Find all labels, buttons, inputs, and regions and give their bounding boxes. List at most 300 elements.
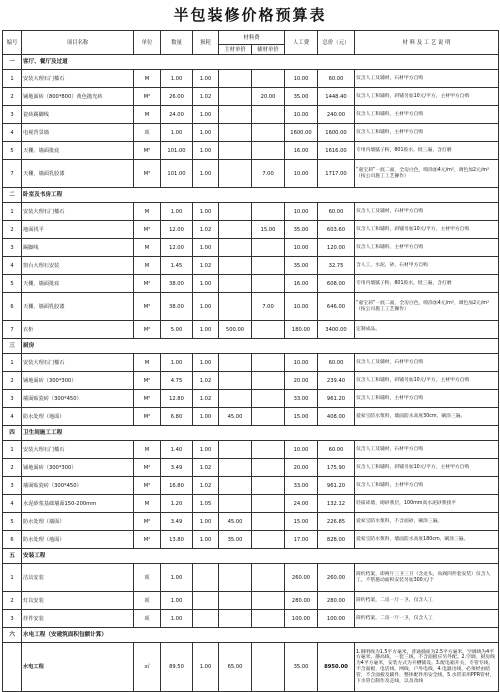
row-index: 1 <box>3 354 22 372</box>
row-description: 专用内墙腻子粉，801胶水，批三遍，含打磨 <box>355 142 499 160</box>
row-description: 仅含人工和辅料，主材甲方自购 <box>355 390 499 408</box>
row-quantity: 5.00 <box>161 321 193 339</box>
row-description: 仅含人工及辅材，石材甲方自购 <box>355 354 499 372</box>
row-index: 4 <box>3 257 22 275</box>
budget-table-body <box>3 55 499 692</box>
row-main-price: 500.00 <box>219 321 252 339</box>
table-row <box>3 390 499 408</box>
row-loss: 1.00 <box>193 513 219 531</box>
row-aux-price <box>252 275 285 293</box>
row-labor: 10.00 <box>285 70 318 88</box>
row-item-name: 电视背景墙 <box>22 124 134 142</box>
row-item-name: 铺地面砖（300*300） <box>22 459 134 477</box>
row-main-price <box>219 239 252 257</box>
row-total: 132.12 <box>318 495 355 513</box>
row-main-price <box>219 354 252 372</box>
row-quantity: 89.50 <box>161 643 193 692</box>
row-unit: M <box>134 257 161 275</box>
row-labor: 16.00 <box>285 275 318 293</box>
section-title: 卫生间施工工程 <box>22 426 499 441</box>
row-aux-price <box>252 495 285 513</box>
row-main-price <box>219 592 252 610</box>
row-quantity: 12.80 <box>161 390 193 408</box>
row-item-name: 灯具安装 <box>22 592 134 610</box>
row-index: 1 <box>3 441 22 459</box>
row-labor: 10.00 <box>285 239 318 257</box>
row-description: 仅含人工和辅料，斜铺另加10元/平方，主材甲方自购 <box>355 88 499 106</box>
row-quantity: 24.00 <box>161 106 193 124</box>
row-total: 1448.40 <box>318 88 355 106</box>
row-unit: 项 <box>134 564 161 592</box>
row-index: 7 <box>3 160 22 188</box>
row-item-name: 洁具安装 <box>22 564 134 592</box>
row-item-name: 安装大理石门槛石 <box>22 441 134 459</box>
row-item-name: 天棚、墙面乳胶漆 <box>22 160 134 188</box>
row-labor: 260.00 <box>285 564 318 592</box>
row-description: 含人工，水泥，砂，石材甲方自购 <box>355 257 499 275</box>
row-description: 定制成品。 <box>355 321 499 339</box>
row-total: 3400.00 <box>318 321 355 339</box>
row-loss: 1.02 <box>193 390 219 408</box>
row-main-price <box>219 372 252 390</box>
row-description: “嘉宝莉”一底二面，全房白色，喷涂加4元/m²，调色加2元/m²（按公司施工工艺操作） <box>355 160 499 188</box>
row-loss: 1.02 <box>193 221 219 239</box>
row-unit: M <box>134 106 161 124</box>
table-row <box>3 293 499 321</box>
row-loss: 1.00 <box>193 321 219 339</box>
row-total: 603.60 <box>318 221 355 239</box>
row-loss: 1.02 <box>193 88 219 106</box>
row-item-name: 墙面贴瓷砖（300*450） <box>22 390 134 408</box>
row-item-name: 水泥砂浆基础墙面150-200mm <box>22 495 134 513</box>
row-item-name: 瓷砖踢脚线 <box>22 106 134 124</box>
row-labor: 33.00 <box>285 477 318 495</box>
row-quantity: 4.75 <box>161 372 193 390</box>
row-aux-price <box>252 643 285 692</box>
row-index: 5 <box>3 142 22 160</box>
row-quantity: 12.00 <box>161 239 193 257</box>
section-index: 四 <box>3 426 22 441</box>
row-description: 仅含人工和辅料，斜铺另加10元/平方，主材甲方自购 <box>355 221 499 239</box>
row-total: 961.20 <box>318 477 355 495</box>
row-main-price <box>219 275 252 293</box>
section-title: 客厅、餐厅及过道 <box>22 55 499 70</box>
row-index: 4 <box>3 408 22 426</box>
row-index: 7 <box>3 321 22 339</box>
row-unit: 项 <box>134 610 161 628</box>
row-labor: 10.00 <box>285 160 318 188</box>
table-row <box>3 124 499 142</box>
row-index: 6 <box>3 531 22 549</box>
row-aux-price <box>252 592 285 610</box>
row-labor: 10.00 <box>285 106 318 124</box>
row-index: 5 <box>3 275 22 293</box>
row-labor: 24.00 <box>285 495 318 513</box>
row-index: 1 <box>3 203 22 221</box>
row-main-price <box>219 88 252 106</box>
row-description: 仅含人工及辅材，石材甲方自购 <box>355 70 499 88</box>
row-quantity: 1.00 <box>161 564 193 592</box>
row-aux-price <box>252 124 285 142</box>
row-index: 2 <box>3 221 22 239</box>
row-unit: M² <box>134 88 161 106</box>
row-aux-price <box>252 372 285 390</box>
header-material: 材料费 <box>219 31 285 45</box>
table-row <box>3 513 499 531</box>
row-unit: M <box>134 203 161 221</box>
row-unit: M² <box>134 293 161 321</box>
row-labor: 180.00 <box>285 321 318 339</box>
row-total: 239.40 <box>318 372 355 390</box>
row-main-price <box>219 610 252 628</box>
row-item-name: 水电工程 <box>22 643 134 692</box>
row-total: 828.00 <box>318 531 355 549</box>
row-total: 60.00 <box>318 70 355 88</box>
row-aux-price <box>252 142 285 160</box>
header-item: 项目名称 <box>22 31 134 55</box>
row-unit: M² <box>134 390 161 408</box>
row-labor: 1600.00 <box>285 124 318 142</box>
row-index: 2 <box>3 592 22 610</box>
row-aux-price: 20.00 <box>252 88 285 106</box>
row-quantity: 1.45 <box>161 257 193 275</box>
row-unit: M² <box>134 459 161 477</box>
row-unit: M <box>134 239 161 257</box>
section-index: 三 <box>3 339 22 354</box>
section-index: 五 <box>3 549 22 564</box>
row-quantity: 38.00 <box>161 293 193 321</box>
section-index: 六 <box>3 628 22 643</box>
row-quantity: 1.00 <box>161 203 193 221</box>
row-labor: 16.00 <box>285 142 318 160</box>
row-description: 爱家宝防水浆料，墙面防水高度30cm，刷涂三遍。 <box>355 408 499 426</box>
row-total: 646.00 <box>318 293 355 321</box>
row-quantity: 13.80 <box>161 531 193 549</box>
row-loss: 1.00 <box>193 142 219 160</box>
table-row <box>3 592 499 610</box>
row-total: 240.00 <box>318 106 355 124</box>
row-labor: 35.00 <box>285 221 318 239</box>
section-index: 一 <box>3 55 22 70</box>
section-row <box>3 188 499 203</box>
row-index: 2 <box>3 459 22 477</box>
row-quantity: 3.49 <box>161 459 193 477</box>
section-row <box>3 628 499 643</box>
row-unit: M² <box>134 408 161 426</box>
row-main-price <box>219 441 252 459</box>
row-main-price <box>219 70 252 88</box>
row-loss: 1.00 <box>193 275 219 293</box>
row-loss: 1.02 <box>193 372 219 390</box>
table-row <box>3 88 499 106</box>
row-loss: 1.00 <box>193 354 219 372</box>
row-description: 仅含人工和辅料，主材甲方自购 <box>355 239 499 257</box>
row-unit: M <box>134 70 161 88</box>
row-total: 408.00 <box>318 408 355 426</box>
table-row <box>3 531 499 549</box>
row-quantity: 1.00 <box>161 124 193 142</box>
table-row <box>3 495 499 513</box>
row-index: 2 <box>3 372 22 390</box>
row-quantity: 1.00 <box>161 592 193 610</box>
row-main-price: 65.00 <box>219 643 252 692</box>
row-quantity: 1.00 <box>161 610 193 628</box>
budget-table <box>2 30 499 692</box>
row-labor: 10.00 <box>285 354 318 372</box>
header-loss: 损耗 <box>193 31 219 55</box>
section-row <box>3 339 499 354</box>
row-item-name: 墙面贴瓷砖（300*450） <box>22 477 134 495</box>
row-labor: 20.00 <box>285 459 318 477</box>
row-description: 仅含人工和辅料，主材甲方自购 <box>355 106 499 124</box>
row-description: 爱家宝防水浆料，不含面砂，刷涂三遍。 <box>355 513 499 531</box>
row-main-price <box>219 142 252 160</box>
table-row <box>3 321 499 339</box>
row-index: 4 <box>3 124 22 142</box>
row-unit: 项 <box>134 124 161 142</box>
row-index: 3 <box>3 390 22 408</box>
row-total: 100.00 <box>318 610 355 628</box>
row-unit: M² <box>134 513 161 531</box>
row-unit: M² <box>134 221 161 239</box>
row-item-name: 天棚、墙面批底 <box>22 142 134 160</box>
row-aux-price <box>252 257 285 275</box>
row-loss: 1.02 <box>193 477 219 495</box>
row-unit: M² <box>134 477 161 495</box>
row-labor: 20.00 <box>285 372 318 390</box>
row-main-price <box>219 203 252 221</box>
row-loss <box>193 564 219 592</box>
row-description: 爱家宝防水浆料，墙面防水高度180cm，刷涂三遍。 <box>355 531 499 549</box>
row-labor: 35.00 <box>285 88 318 106</box>
header-total: 总价（元） <box>318 31 355 55</box>
row-aux-price <box>252 390 285 408</box>
row-item-name: 安装大理石门槛石 <box>22 354 134 372</box>
row-aux-price <box>252 239 285 257</box>
row-item-name: 踢脚线 <box>22 239 134 257</box>
table-row <box>3 408 499 426</box>
row-total: 280.00 <box>318 592 355 610</box>
row-total: 226.85 <box>318 513 355 531</box>
row-total: 60.00 <box>318 354 355 372</box>
row-aux-price <box>252 70 285 88</box>
row-unit: M² <box>134 142 161 160</box>
row-item-name: 防水处理（地面） <box>22 408 134 426</box>
table-row <box>3 441 499 459</box>
row-index: 1 <box>3 70 22 88</box>
section-title: 厨房 <box>22 339 499 354</box>
row-index <box>3 643 22 692</box>
row-loss: 1.00 <box>193 70 219 88</box>
row-loss <box>193 610 219 628</box>
row-main-price <box>219 495 252 513</box>
row-description: 轻质砖墙，砌砂浆层，100mm高水泥砂浆找平 <box>355 495 499 513</box>
row-aux-price <box>252 610 285 628</box>
row-aux-price <box>252 477 285 495</box>
table-row <box>3 106 499 124</box>
row-loss: 1.00 <box>193 203 219 221</box>
row-item-name: 天棚、墙面批底 <box>22 275 134 293</box>
row-index: 3 <box>3 106 22 124</box>
row-index: 3 <box>3 477 22 495</box>
row-description: 简约档案，二房一厅一卫，仅含人工 <box>355 592 499 610</box>
row-total: 1616.00 <box>318 142 355 160</box>
row-index: 5 <box>3 513 22 531</box>
header-main-price: 主材单价 <box>219 45 252 55</box>
row-index: 6 <box>3 293 22 321</box>
row-loss: 1.00 <box>193 293 219 321</box>
row-item-name: 铺地面砖（300*300） <box>22 372 134 390</box>
row-total: 961.20 <box>318 390 355 408</box>
row-quantity: 26.00 <box>161 88 193 106</box>
row-labor: 280.00 <box>285 592 318 610</box>
row-description: 专用内墙腻子粉，801胶水，批三遍，含打磨 <box>355 275 499 293</box>
row-loss: 1.00 <box>193 441 219 459</box>
row-total: 8950.00 <box>318 643 355 692</box>
row-index: 3 <box>3 239 22 257</box>
row-total: 60.00 <box>318 203 355 221</box>
row-item-name: 安装大理石门槛石 <box>22 70 134 88</box>
row-loss: 1.00 <box>193 160 219 188</box>
row-loss: 1.00 <box>193 643 219 692</box>
row-quantity: 12.00 <box>161 221 193 239</box>
row-labor: 35.00 <box>285 257 318 275</box>
table-row <box>3 221 499 239</box>
row-item-name: 天棚、墙面乳胶漆 <box>22 293 134 321</box>
row-item-name: 窗台大理石安装 <box>22 257 134 275</box>
row-main-price <box>219 106 252 124</box>
row-description: 简约档案，二房一厅一卫，仅含人工 <box>355 610 499 628</box>
row-aux-price <box>252 106 285 124</box>
header-unit: 单位 <box>134 31 161 55</box>
row-unit: M <box>134 354 161 372</box>
row-unit: M <box>134 495 161 513</box>
row-main-price: 35.00 <box>219 531 252 549</box>
row-description: 仅含人工和辅料，主材甲方自购 <box>355 477 499 495</box>
table-row <box>3 257 499 275</box>
row-unit: ㎡ <box>134 643 161 692</box>
table-row <box>3 610 499 628</box>
table-row <box>3 564 499 592</box>
row-description: 简约档案，即两厅三卫三卫（含龙头，角阀四件套安装）仅含人工，不帮施动面积安装另加300元/个 <box>355 564 499 592</box>
row-aux-price <box>252 321 285 339</box>
row-loss: 1.00 <box>193 239 219 257</box>
row-quantity: 101.00 <box>161 142 193 160</box>
row-index: 4 <box>3 495 22 513</box>
row-quantity: 1.40 <box>161 441 193 459</box>
row-labor: 100.00 <box>285 610 318 628</box>
row-loss <box>193 592 219 610</box>
row-aux-price: 15.00 <box>252 221 285 239</box>
row-loss: 1.05 <box>193 495 219 513</box>
row-labor: 10.00 <box>285 441 318 459</box>
row-item-name: 挂件安装 <box>22 610 134 628</box>
table-row <box>3 160 499 188</box>
section-title: 安装工程 <box>22 549 499 564</box>
row-main-price: 45.00 <box>219 408 252 426</box>
table-row <box>3 477 499 495</box>
row-unit: M² <box>134 372 161 390</box>
row-total: 260.00 <box>318 564 355 592</box>
row-main-price: 45.00 <box>219 513 252 531</box>
row-description: 仅含人工和辅料，主材甲方自购 <box>355 124 499 142</box>
table-row <box>3 70 499 88</box>
header-aux-price: 辅材单价 <box>252 45 285 55</box>
row-main-price <box>219 124 252 142</box>
header-desc: 材 料 及 工 艺 说 明 <box>355 31 499 55</box>
row-main-price <box>219 293 252 321</box>
row-index: 1 <box>3 564 22 592</box>
row-labor: 17.00 <box>285 531 318 549</box>
section-index: 二 <box>3 188 22 203</box>
row-aux-price <box>252 441 285 459</box>
row-loss: 1.02 <box>193 257 219 275</box>
row-aux-price <box>252 531 285 549</box>
row-loss: 1.00 <box>193 408 219 426</box>
row-quantity: 6.80 <box>161 408 193 426</box>
row-main-price <box>219 477 252 495</box>
row-total: 60.00 <box>318 441 355 459</box>
row-aux-price <box>252 459 285 477</box>
row-quantity: 38.00 <box>161 275 193 293</box>
row-item-name: 地面找平 <box>22 221 134 239</box>
row-total: 608.00 <box>318 275 355 293</box>
row-aux-price <box>252 408 285 426</box>
row-description: 仅含人工及辅材，石材甲方自购 <box>355 441 499 459</box>
table-row <box>3 203 499 221</box>
row-item-name: 防水处理（墙面） <box>22 513 134 531</box>
row-description: 仅含人工及辅材，石材甲方自购 <box>355 203 499 221</box>
section-row <box>3 55 499 70</box>
table-row <box>3 142 499 160</box>
row-description: 1.铜明线为1.5平方毫米，普通插座为2.5平方毫米，空调线为4平方毫米，静高线，一套三线，不含面板应另外配。2.空调、厨房线为4平方毫米，安装方式为开槽铺设。3.配电箱开关，专管专线，不含面板，电话线，网线，户外电线，4.电器出线，必须经由暗管，不含面板及辅件，整体配件用安全线，5.水管采用PPR管材，下水管自制作及走线，以及改线 <box>355 643 499 692</box>
row-main-price <box>219 390 252 408</box>
row-loss: 1.02 <box>193 459 219 477</box>
section-title: 水电工程（安建筑面积包额计算） <box>22 628 499 643</box>
row-total: 32.75 <box>318 257 355 275</box>
row-loss: 1.00 <box>193 531 219 549</box>
row-item-name: 衣柜 <box>22 321 134 339</box>
row-loss: 1.00 <box>193 124 219 142</box>
row-main-price <box>219 459 252 477</box>
row-labor: 10.00 <box>285 203 318 221</box>
row-index: 3 <box>3 610 22 628</box>
row-unit: M² <box>134 531 161 549</box>
table-row <box>3 459 499 477</box>
row-loss: 1.00 <box>193 106 219 124</box>
header-index: 编号 <box>3 31 22 55</box>
row-quantity: 1.00 <box>161 354 193 372</box>
row-main-price <box>219 564 252 592</box>
row-item-name: 防水处理（地面） <box>22 531 134 549</box>
row-aux-price: 7.00 <box>252 293 285 321</box>
row-item-name: 铺地面砖（800*800）黄色抛光砖 <box>22 88 134 106</box>
row-aux-price <box>252 203 285 221</box>
row-total: 120.00 <box>318 239 355 257</box>
row-labor: 33.00 <box>285 390 318 408</box>
table-row <box>3 643 499 692</box>
row-total: 1717.00 <box>318 160 355 188</box>
row-aux-price <box>252 564 285 592</box>
row-main-price <box>219 221 252 239</box>
row-labor: 35.00 <box>285 643 318 692</box>
row-description: 仅含人工和辅料，斜铺另加10元/平方，主材甲方自购 <box>355 459 499 477</box>
row-total: 1600.00 <box>318 124 355 142</box>
row-quantity: 1.20 <box>161 495 193 513</box>
row-labor: 15.00 <box>285 408 318 426</box>
table-row <box>3 372 499 390</box>
row-labor: 15.00 <box>285 513 318 531</box>
